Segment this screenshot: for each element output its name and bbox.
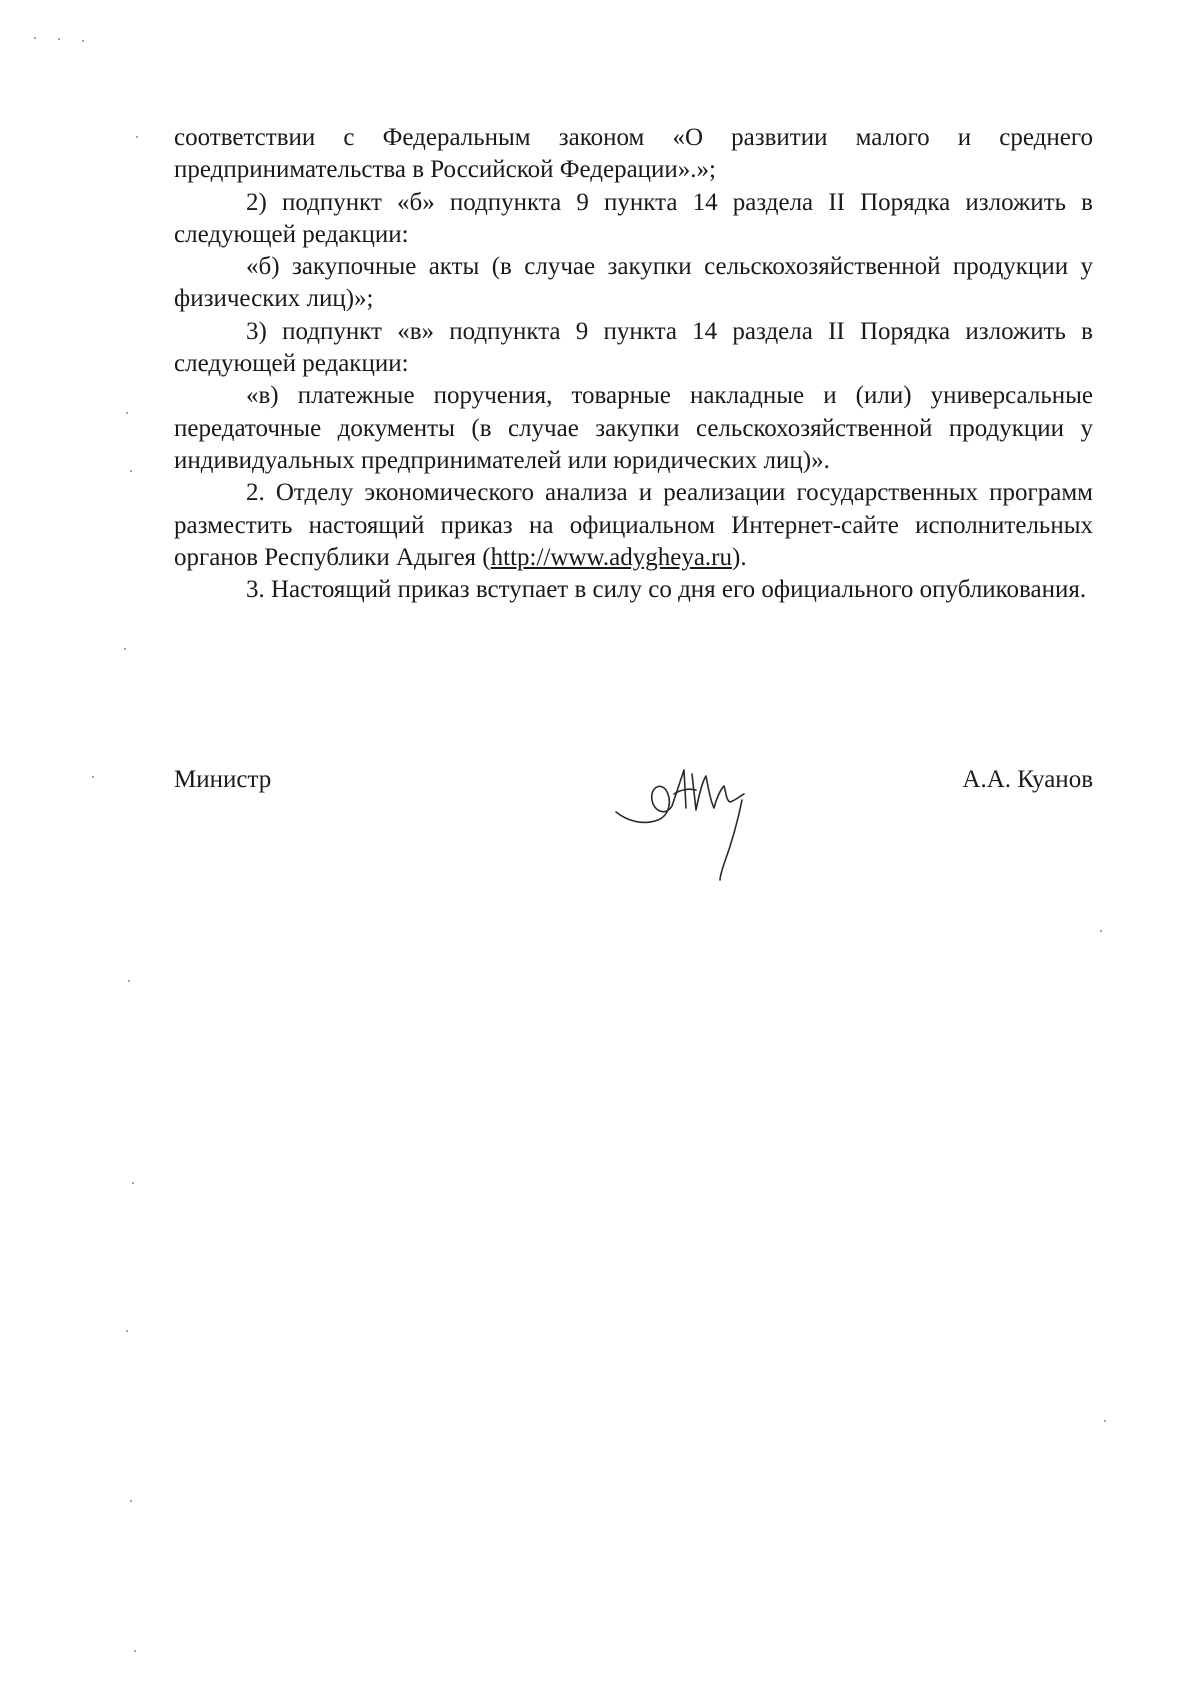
scan-speck xyxy=(128,980,130,982)
website-link[interactable]: http://www.adygheya.ru xyxy=(490,543,733,571)
scan-speck xyxy=(130,1500,132,1502)
scan-speck xyxy=(132,1182,134,1184)
scan-speck xyxy=(126,1330,128,1332)
scan-speck xyxy=(1100,930,1102,932)
paragraph-point-2 xyxy=(174,477,1093,574)
scan-speck xyxy=(92,776,94,778)
signatory-position: Министр xyxy=(174,766,272,793)
scan-speck xyxy=(134,1650,136,1652)
scan-speck xyxy=(34,37,36,39)
paragraph-law-reference: соответствии с Федеральным законом «О развитии малого и среднего предпринимательства в Российской Федерации».»; xyxy=(174,124,1093,184)
scan-speck xyxy=(130,470,132,472)
paragraph-item-3: 3) подпункт «в» подпункта 9 пункта 14 раздела II Порядка изложить в следующей редакции: xyxy=(174,317,1093,378)
handwritten-signature xyxy=(612,760,772,890)
scan-speck xyxy=(58,38,60,40)
signatory-name: А.А. Куанов xyxy=(962,766,1093,793)
scan-speck xyxy=(82,40,84,42)
paragraph-point-2-text: 2. Отделу экономического анализа и реализации государственных программ разместить настоящий приказ на официальном Интернет-сайте исполнительных органов Республики Адыгея ( xyxy=(174,479,1093,571)
scan-speck xyxy=(136,136,138,138)
paragraph-subitem-b: «б) закупочные акты (в случае закупки сельскохозяйственной продукции у физических лиц)»; xyxy=(174,253,1093,313)
scan-speck xyxy=(124,648,126,650)
scan-speck xyxy=(1104,1420,1106,1422)
paragraph-point-2-tail: ). xyxy=(732,543,747,571)
paragraph-point-3: 3. Настоящий приказ вступает в силу со дня его официального опубликования. xyxy=(246,576,1087,604)
paragraph-subitem-v: «в) платежные поручения, товарные накладные и (или) универсальные передаточные документы (в случае закупки сельскохозяйственной продукции у индивидуальных предпринимателей или юридических лиц)». xyxy=(174,382,1093,474)
document-body xyxy=(174,122,1093,606)
scan-speck xyxy=(126,412,128,414)
paragraph-item-2: 2) подпункт «б» подпункта 9 пункта 14 раздела II Порядка изложить в следующей редакции: xyxy=(174,188,1093,248)
